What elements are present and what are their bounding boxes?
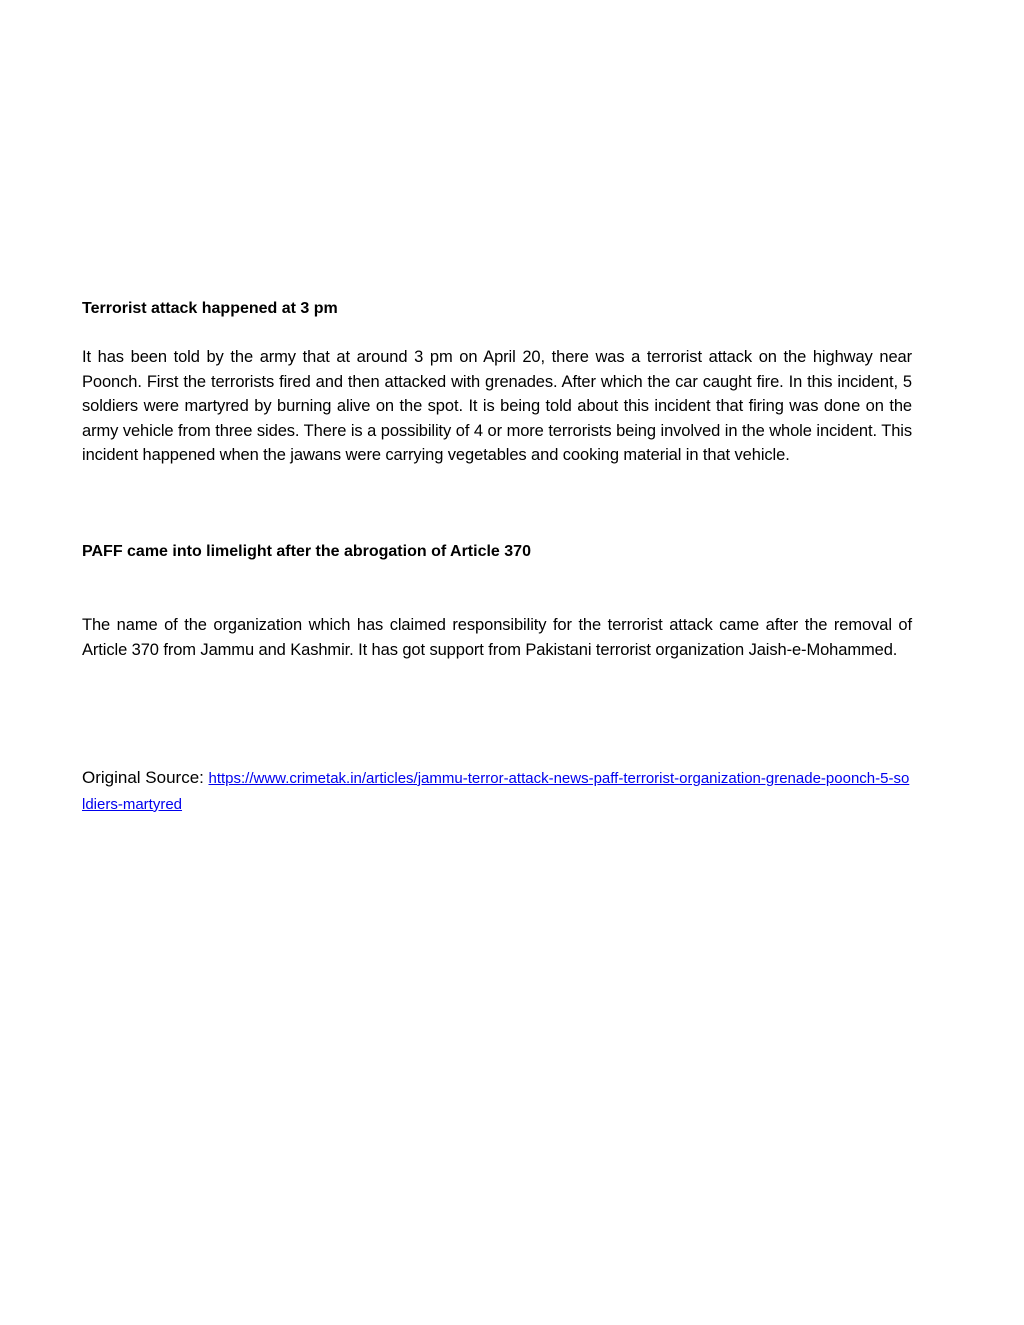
document-page bbox=[82, 0, 912, 1325]
source-colon: : bbox=[199, 768, 204, 787]
section-heading-attack-time: Terrorist attack happened at 3 pm bbox=[82, 300, 338, 317]
section-body-paff: The name of the organization which has claimed responsibility for the terrorist attack came after the removal of Article 370 from Jammu and Kashmir. It has got support from Pakistani terrorist organization Jaish-e-Mohammed. bbox=[82, 616, 912, 659]
section-heading-paff: PAFF came into limelight after the abrogation of Article 370 bbox=[82, 543, 531, 560]
source-link[interactable]: https://www.crimetak.in/articles/jammu-terror-attack-news-paff-terrorist-organization-grenade-poonch-5-soldiers-martyred bbox=[82, 770, 910, 813]
original-source-line bbox=[82, 766, 912, 817]
source-label: Original Source bbox=[82, 768, 200, 787]
section-body-attack-details: It has been told by the army that at around 3 pm on April 20, there was a terrorist attack on the highway near Poonch. First the terrorists fired and then attacked with grenades. After which the car caught fire. In this incident, 5 soldiers were martyred by burning alive on the spot. It is being told about this incident that firing was done on the army vehicle from three sides. There is a possibility of 4 or more terrorists being involved in the whole incident. This incident happened when the jawans were carrying vegetables and cooking material in that vehicle. bbox=[82, 348, 912, 464]
